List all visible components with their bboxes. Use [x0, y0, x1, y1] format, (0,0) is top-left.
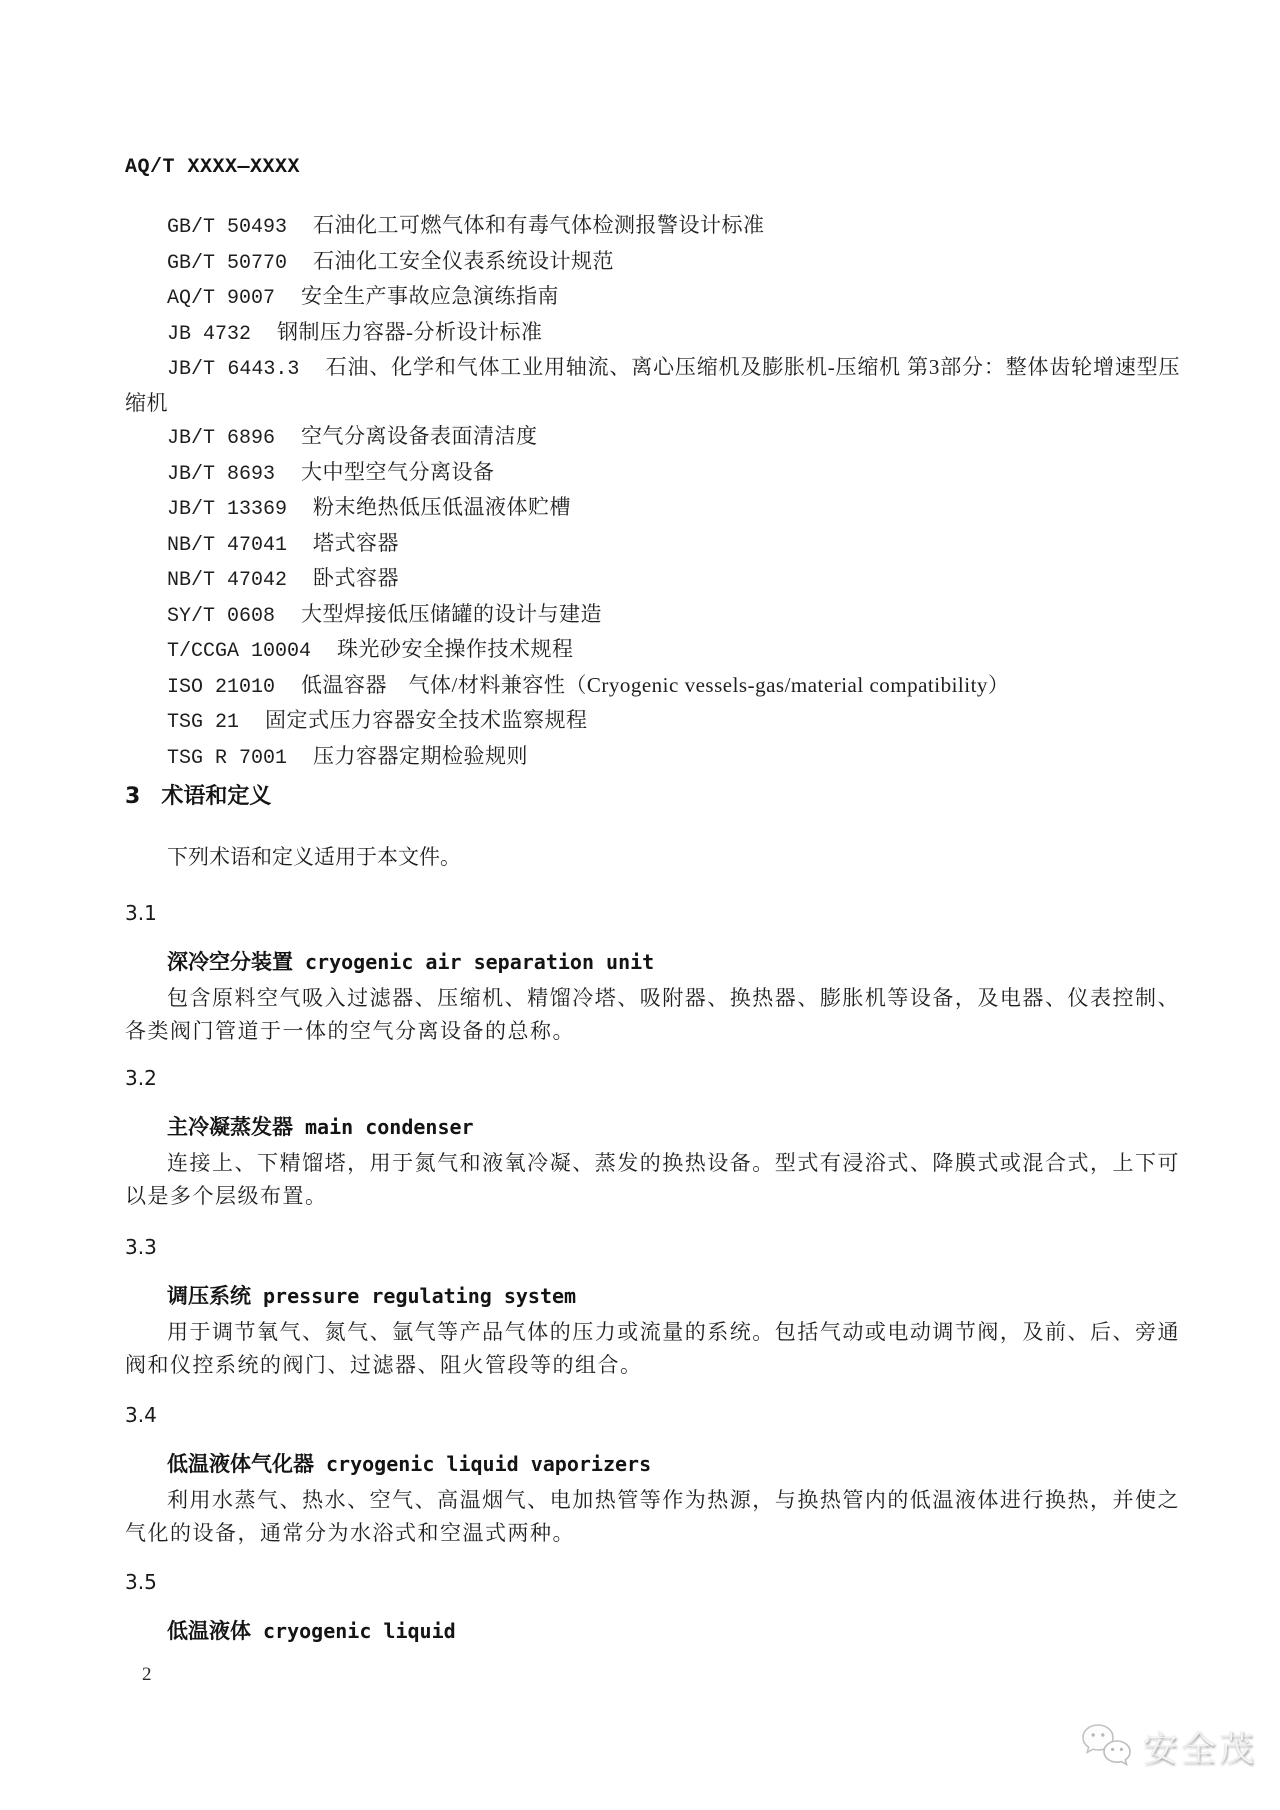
- term-definition: 包含原料空气吸入过滤器、压缩机、精馏冷塔、吸附器、换热器、膨胀机等设备，及电器、仪表控制、各类阀门管道于一体的空气分离设备的总称。: [125, 985, 1180, 1043]
- watermark-text: 安全茂: [1143, 1730, 1258, 1770]
- reference-title: 石油、化学和气体工业用轴流、离心压缩机及膨胀机-压缩机 第3部分：整体齿轮增速型压缩机: [125, 355, 1180, 415]
- term-entry: [125, 1280, 1180, 1383]
- term-number: 3.5: [125, 1570, 157, 1594]
- reference-title: 低温容器 气体/材料兼容性（Cryogenic vessels-gas/material compatibility）: [301, 672, 1010, 697]
- term-name-zh: 深冷空分装置: [167, 950, 293, 974]
- section-heading: [125, 779, 271, 810]
- reference-item: [125, 456, 1180, 492]
- term-number: 3.4: [125, 1403, 157, 1427]
- reference-code: NB/T 47042: [167, 569, 288, 592]
- reference-title: 固定式压力容器安全技术监察规程: [265, 708, 588, 732]
- term-definition: 用于调节氧气、氮气、氩气等产品气体的压力或流量的系统。包括气动或电动调节阀，及前、后、旁通阀和仪控系统的阀门、过滤器、阻火管段等的组合。: [125, 1319, 1180, 1377]
- reference-title: 压力容器定期检验规则: [313, 743, 529, 768]
- reference-item: [125, 527, 1180, 563]
- term-title-line: [125, 1448, 1180, 1484]
- term-name-zh: 低温液体: [167, 1619, 251, 1643]
- reference-title: 钢制压力容器-分析设计标准: [277, 319, 543, 344]
- reference-title: 石油化工安全仪表系统设计规范: [313, 248, 615, 273]
- wechat-icon: [1080, 1722, 1134, 1772]
- reference-item: [125, 316, 1180, 352]
- term-name-en: main condenser: [305, 1115, 474, 1139]
- reference-code: JB/T 13369: [167, 498, 288, 521]
- reference-item: [125, 245, 1180, 281]
- reference-title: 卧式容器: [313, 566, 400, 590]
- reference-title: 粉末绝热低压低温液体贮槽: [313, 495, 572, 519]
- section-number: 3: [125, 784, 141, 809]
- section-intro: 下列术语和定义适用于本文件。: [167, 845, 461, 869]
- reference-code: NB/T 47041: [167, 533, 288, 557]
- term-title-line: [125, 946, 1180, 982]
- reference-item: [125, 491, 1180, 527]
- term-title-line: [125, 1111, 1180, 1147]
- term-number: 3.3: [125, 1235, 157, 1259]
- term-name-en: cryogenic liquid: [263, 1619, 456, 1643]
- reference-item: [125, 598, 1180, 634]
- reference-title: 石油化工可燃气体和有毒气体检测报警设计标准: [313, 213, 765, 237]
- reference-item: [125, 280, 1180, 316]
- term-entry: [125, 1448, 1180, 1551]
- reference-code: JB/T 6896: [167, 427, 276, 450]
- reference-title: 珠光砂安全操作技术规程: [337, 637, 574, 661]
- reference-item: [125, 209, 1180, 245]
- reference-code: T/CCGA 10004: [167, 640, 312, 663]
- watermark: [1080, 1722, 1257, 1772]
- reference-item: [125, 669, 1180, 705]
- reference-item: [125, 740, 1180, 776]
- term-entry: [125, 946, 1180, 1049]
- section-title: 术语和定义: [161, 784, 272, 809]
- term-title-line: [125, 1280, 1180, 1316]
- reference-code: GB/T 50493: [167, 216, 288, 239]
- reference-code: TSG R 7001: [167, 746, 288, 770]
- reference-code: ISO 21010: [167, 675, 276, 699]
- term-definition: 利用水蒸气、热水、空气、高温烟气、电加热管等作为热源，与换热管内的低温液体进行换热，并使之气化的设备，通常分为水浴式和空温式两种。: [125, 1487, 1180, 1545]
- reference-title: 空气分离设备表面清洁度: [301, 424, 538, 448]
- reference-code: SY/T 0608: [167, 604, 276, 628]
- reference-title: 大型焊接低压储罐的设计与建造: [301, 601, 603, 626]
- reference-item: [125, 633, 1180, 669]
- reference-code: JB/T 8693: [167, 462, 276, 486]
- reference-code: AQ/T 9007: [167, 287, 276, 310]
- term-name-zh: 主冷凝蒸发器: [167, 1115, 293, 1139]
- term-name-zh: 调压系统: [167, 1284, 251, 1308]
- reference-code: JB 4732: [167, 322, 252, 346]
- reference-code: JB/T 6443.3: [167, 358, 300, 381]
- reference-item: [125, 420, 1180, 456]
- term-title-line: [125, 1615, 1180, 1651]
- term-name-en: cryogenic air separation unit: [305, 950, 655, 974]
- reference-title: 安全生产事故应急演练指南: [301, 284, 560, 308]
- reference-code: TSG 21: [167, 711, 240, 734]
- term-entry: [125, 1615, 1180, 1651]
- term-name-zh: 低温液体气化器: [167, 1452, 314, 1476]
- term-entry: [125, 1111, 1180, 1214]
- term-name-en: pressure regulating system: [263, 1284, 577, 1308]
- reference-title: 塔式容器: [313, 530, 400, 555]
- document-code-header: AQ/T XXXX—XXXX: [125, 156, 301, 179]
- term-definition: 连接上、下精馏塔，用于氮气和液氧冷凝、蒸发的换热设备。型式有浸浴式、降膜式或混合式，上下可以是多个层级布置。: [125, 1150, 1180, 1208]
- term-number: 3.2: [125, 1066, 157, 1090]
- term-name-en: cryogenic liquid vaporizers: [326, 1452, 652, 1476]
- reference-code: GB/T 50770: [167, 251, 288, 275]
- reference-item: [125, 351, 1180, 420]
- term-number: 3.1: [125, 901, 157, 925]
- page-number: 2: [142, 1664, 152, 1685]
- normative-references-list: [125, 209, 1180, 775]
- reference-item: [125, 704, 1180, 740]
- reference-title: 大中型空气分离设备: [301, 459, 495, 484]
- reference-item: [125, 562, 1180, 598]
